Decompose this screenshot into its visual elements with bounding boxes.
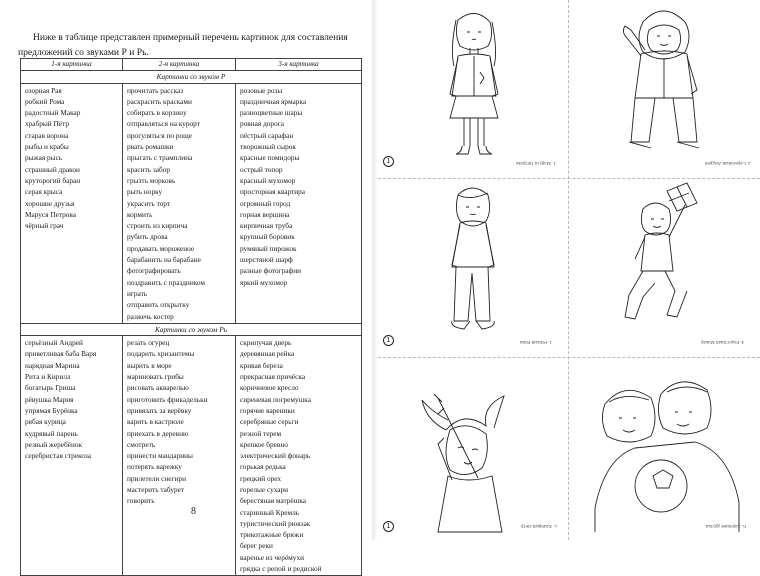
table-row: [21, 83, 362, 323]
card-number: 1: [383, 156, 394, 167]
list-item: раскрасить красками: [127, 96, 192, 106]
section-title-row: [21, 71, 362, 83]
list-item: серьёзный Андрей: [25, 338, 83, 348]
list-item: рыжая рысь: [25, 153, 63, 163]
list-item: рыбы и крабы: [25, 142, 69, 152]
card-caption: 1. Маруся Петрова: [516, 160, 556, 165]
card-number: 1: [383, 335, 394, 346]
list-item: озорная Рая: [25, 85, 62, 95]
list-item: нарядная Марина: [25, 360, 80, 370]
list-item: прекрасная причёска: [240, 372, 306, 382]
list-item: Маруся Петрова: [25, 209, 77, 219]
list-item: горная вершина: [240, 209, 290, 219]
left-page: [0, 0, 372, 574]
list-item: прогуляться по роще: [127, 130, 192, 140]
list-item: приехать в деревню: [127, 428, 189, 438]
shy-boy-illustration: [378, 179, 568, 357]
list-item: пёстрый сарафан: [240, 130, 294, 140]
list-item: продавать мороженое: [127, 243, 195, 253]
gift-boy-illustration: [569, 179, 759, 357]
list-item: рисовать акварелью: [127, 383, 189, 393]
list-item: разные фотографии: [240, 266, 302, 276]
list-item: поздравить с праздником: [127, 277, 206, 287]
section-title: Картинки со звуком Р: [21, 71, 362, 83]
list-item: страшный дракон: [25, 164, 80, 174]
list-item: праздничная ярмарка: [240, 96, 307, 106]
list-item: грецкий орех: [240, 473, 282, 483]
list-item: прыгать с трамплина: [127, 153, 193, 163]
list-item: храбрый Пётр: [25, 119, 69, 129]
list-item: отправить открытку: [127, 300, 190, 310]
word-list: [21, 83, 123, 323]
card-caption: 4. Радостный Макар: [701, 339, 745, 344]
viking-boy-illustration: [378, 358, 568, 536]
list-item: крепкое бревно: [240, 439, 288, 449]
list-item: кормить: [127, 209, 153, 219]
list-item: потерять варежку: [127, 462, 182, 472]
list-item: барабанить на барабане: [127, 255, 201, 265]
list-item: мариновать грибы: [127, 372, 184, 382]
card-number: 1: [383, 521, 394, 532]
list-item: грядка с репой и редиской: [240, 564, 322, 574]
card-caption: 5. Храбрый Пётр: [521, 523, 558, 528]
list-item: кудрявый парень: [25, 428, 78, 438]
list-item: серебряные серьги: [240, 417, 299, 427]
list-item: берег реки: [240, 541, 273, 551]
list-item: красные помидоры: [240, 153, 300, 163]
word-list: [236, 83, 362, 323]
column-header: 2-я картинка: [123, 59, 236, 71]
list-item: берестяная матрёшка: [240, 496, 307, 506]
intro-paragraph: Ниже в таблице представлен примерный перечень картинок для составления предложений со звуками Р и Рь.: [18, 32, 348, 58]
list-item: Рита и Кирилл: [25, 372, 71, 382]
card-caption: 2. Серьёзный Андрей: [705, 160, 751, 165]
list-item: украсить торт: [127, 198, 171, 208]
list-item: ровная дорога: [240, 119, 284, 129]
list-item: подарить хризантемы: [127, 349, 195, 359]
list-item: варенье из черёмухи: [240, 552, 304, 562]
list-item: серебристая стрекоза: [25, 451, 92, 461]
list-item: коричневое кресло: [240, 383, 299, 393]
list-item: просторная квартира: [240, 187, 306, 197]
list-item: грызть морковь: [127, 175, 176, 185]
list-item: рыть норку: [127, 187, 163, 197]
list-item: привязать за верёвку: [127, 405, 192, 415]
list-item: рвать ромашки: [127, 142, 174, 152]
list-item: электрический фонарь: [240, 451, 311, 461]
list-item: богатырь Гриша: [25, 383, 76, 393]
list-item: резной терем: [240, 428, 282, 438]
table-header-row: [21, 59, 362, 71]
list-item: сиреневая погремушка: [240, 394, 311, 404]
list-item: отправляться на курорт: [127, 119, 200, 129]
list-item: рябая курица: [25, 417, 66, 427]
list-item: крупный боровик: [240, 232, 295, 242]
picture-card-viking-boy: [378, 358, 568, 536]
list-item: говорить: [127, 496, 155, 506]
list-item: огромный город: [240, 198, 291, 208]
list-item: разноцветные шары: [240, 108, 303, 118]
list-item: творожный сырок: [240, 142, 296, 152]
list-item: резвый жеребёнок: [25, 439, 83, 449]
list-item: деревянная рейка: [240, 349, 295, 359]
list-item: прочитать рассказ: [127, 85, 184, 95]
list-item: шерстяной шарф: [240, 255, 293, 265]
list-item: кривая береза: [240, 360, 283, 370]
picture-card-gift-boy: [569, 179, 759, 357]
list-item: упрямая Бурёнка: [25, 405, 78, 415]
list-item: хорошие друзья: [25, 198, 75, 208]
list-item: розовые розы: [240, 85, 283, 95]
winter-boy-illustration: [569, 0, 759, 178]
girl-illustration: [378, 0, 568, 178]
list-item: приветливая баба Варя: [25, 349, 97, 359]
list-item: вырить в море: [127, 360, 172, 370]
list-item: смотреть: [127, 439, 156, 449]
list-item: приготовить фрикадельки: [127, 394, 208, 404]
list-item: старинный Кремль: [240, 507, 300, 517]
list-item: рубить дрова: [127, 232, 168, 242]
list-item: прилетели снегири: [127, 473, 186, 483]
list-item: красный мухомор: [240, 175, 296, 185]
column-header: 3-я картинка: [236, 59, 362, 71]
list-item: горькая редька: [240, 462, 286, 472]
list-item: фотографировать: [127, 266, 181, 276]
list-item: чёрный грач: [25, 221, 64, 231]
list-item: яркий мухомор: [240, 277, 288, 287]
list-item: серая крыса: [25, 187, 63, 197]
word-list: [123, 83, 236, 323]
cards-page: [378, 0, 760, 540]
card-caption: 3. Робкий Рома: [520, 339, 553, 344]
list-item: резать огурец: [127, 338, 170, 348]
list-item: мастерить табурет: [127, 484, 185, 494]
list-item: строить из кирпича: [127, 221, 188, 231]
picture-card-friends: [569, 358, 759, 536]
list-item: собирать в корзину: [127, 108, 187, 118]
list-item: горелые сухари: [240, 484, 289, 494]
list-item: острый топор: [240, 164, 283, 174]
list-item: принести мандарины: [127, 451, 193, 461]
list-item: рёвушка Мария: [25, 394, 74, 404]
card-caption: 6. Хорошие друзья: [706, 523, 746, 528]
list-item: играть: [127, 288, 148, 298]
picture-card-girl: [378, 0, 568, 178]
list-item: кирпичная труба: [240, 221, 293, 231]
list-item: скрипучая дверь: [240, 338, 292, 348]
list-item: варить в кастрюле: [127, 417, 184, 427]
section-title: Картинки со звуком Рь: [21, 323, 362, 335]
list-item: туристический рюкзак: [240, 518, 311, 528]
list-item: радостный Макар: [25, 108, 81, 118]
picture-card-winter-boy: [569, 0, 759, 178]
column-header: 1-я картинка: [21, 59, 123, 71]
list-item: трикотажные брюки: [240, 530, 304, 540]
list-item: разжечь костер: [127, 311, 174, 321]
friends-illustration: [569, 358, 759, 536]
list-item: робкий Рома: [25, 96, 65, 106]
list-item: горячие вареники: [240, 405, 295, 415]
section-title-row: [21, 323, 362, 335]
list-item: старая ворона: [25, 130, 69, 140]
list-item: румяный пирожок: [240, 243, 297, 253]
list-item: круторогий баран: [25, 175, 81, 185]
picture-words-table: [20, 58, 362, 576]
picture-card-shy-boy: [378, 179, 568, 357]
page-number: 8: [191, 506, 196, 517]
list-item: красить забор: [127, 164, 171, 174]
